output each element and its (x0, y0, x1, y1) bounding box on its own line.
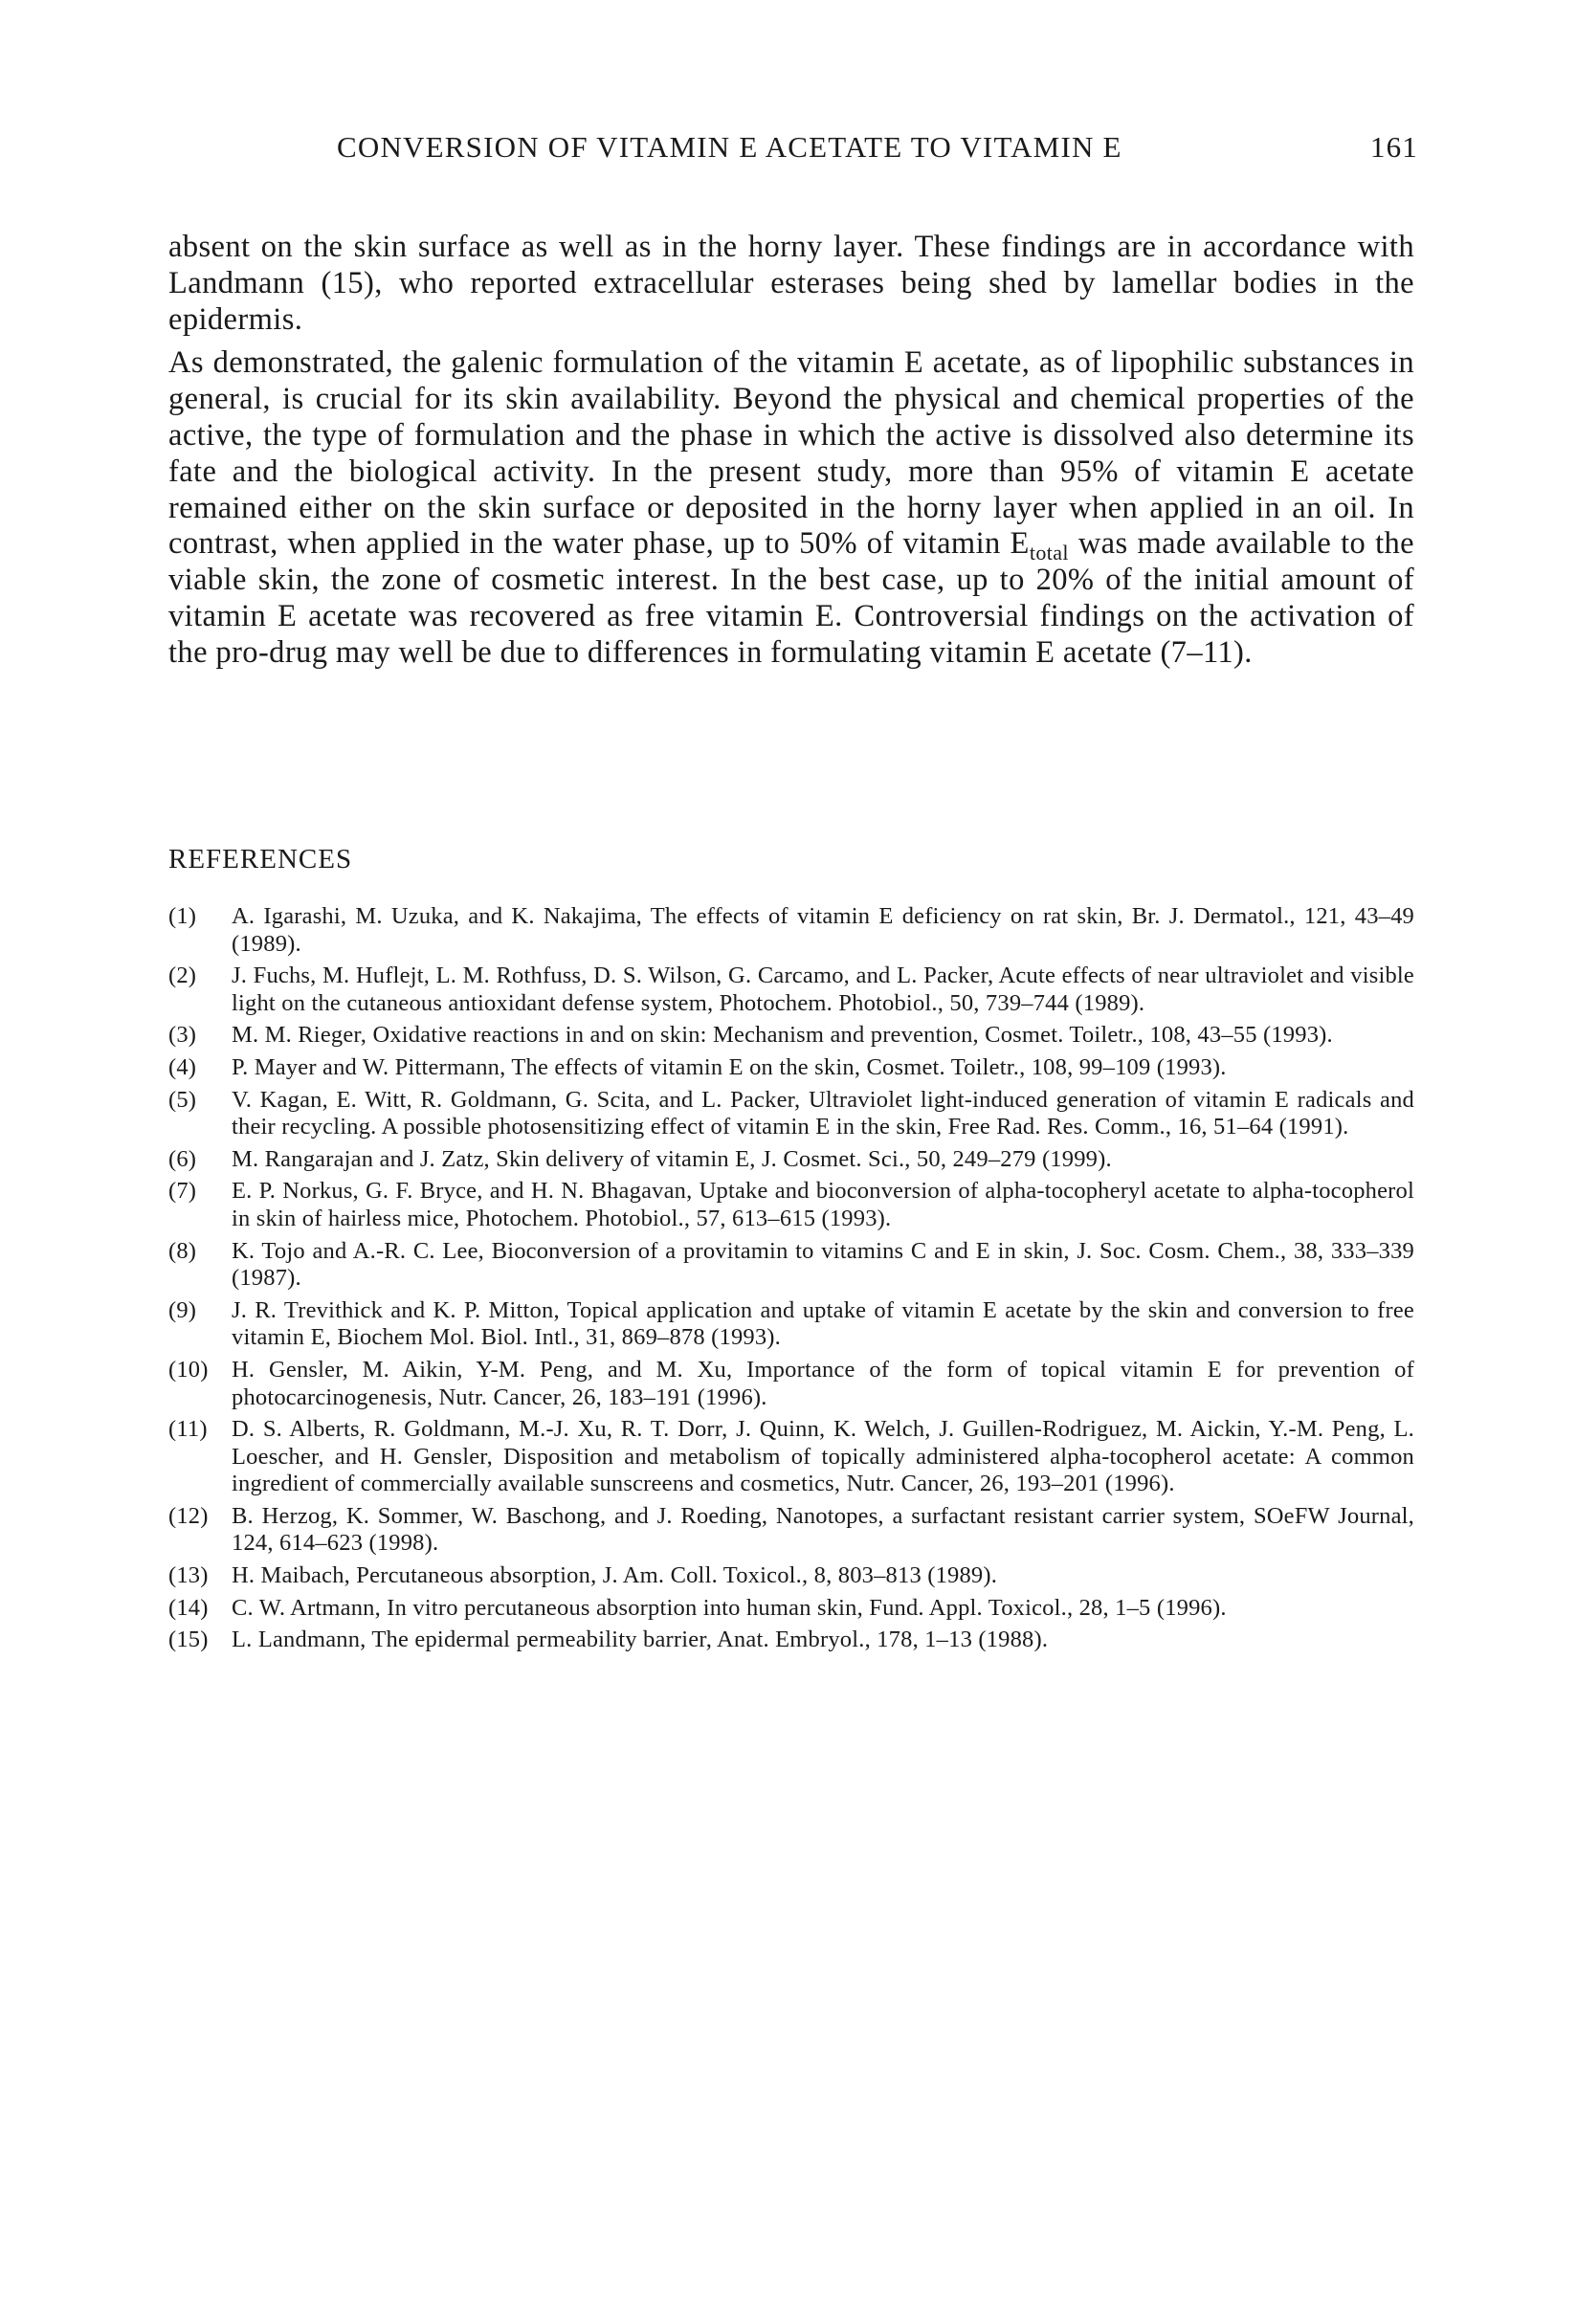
reference-text: D. S. Alberts, R. Goldmann, M.-J. Xu, R. T. Dorr, J. Quinn, K. Welch, J. Guillen-Rodriguez, M. Aickin, Y.-M. Peng, L. Loescher, and H. Gensler, Disposition and metabolism of topically administered alpha-tocopherol acetate: A common ingredient of commercially available sunscreens and cosmetics, Nutr. Cancer, 26, 193–201 (1996). (232, 1416, 1414, 1497)
reference-item (168, 1054, 1414, 1082)
paragraph-2-part-1: As demonstrated, the galenic formulation of the vitamin E acetate, as of lipophilic substances in general, is crucial for its skin availability. Beyond the physical and chemical properties of the active, the type of formulation and the phase in which the active is dissolved also determine its fate and the biological activity. In the present study, more than 95% of vitamin E acetate remained either on the skin surface or deposited in the horny layer when applied in an oil. In contrast, when applied in the water phase, up to 50% of vitamin E (168, 345, 1414, 562)
paragraph-1: absent on the skin surface as well as in the horny layer. These findings are in accordance with Landmann (15), who reported extracellular esterases being shed by lamellar bodies in the epidermis. (168, 230, 1414, 337)
reference-text: M. Rangarajan and J. Zatz, Skin delivery of vitamin E, J. Cosmet. Sci., 50, 249–279 (1999). (232, 1145, 1112, 1172)
reference-text: H. Gensler, M. Aikin, Y-M. Peng, and M. Xu, Importance of the form of topical vitamin E for prevention of photocarcinogenesis, Nutr. Cancer, 26, 183–191 (1996). (232, 1356, 1414, 1410)
reference-text: H. Maibach, Percutaneous absorption, J. Am. Coll. Toxicol., 8, 803–813 (1989). (232, 1562, 998, 1589)
reference-item (168, 1627, 1414, 1654)
paragraph-2-part-2: was made available to the viable skin, the zone of cosmetic interest. In the best case, up to 20% of the initial amount of vitamin E acetate was recovered as free vitamin E. Controversial findings on the activation of the pro-drug may well be due to differences in formulating vitamin E acetate (7–11). (168, 526, 1414, 670)
subscript-total: total (1029, 541, 1069, 565)
running-title: CONVERSION OF VITAMIN E ACETATE TO VITAMIN E (337, 130, 1122, 164)
reference-number: (15) (168, 1627, 209, 1653)
reference-text: C. W. Artmann, In vitro percutaneous absorption into human skin, Fund. Appl. Toxicol., 28, 1–5 (1996). (232, 1594, 1227, 1621)
reference-text: A. Igarashi, M. Uzuka, and K. Nakajima, The effects of vitamin E deficiency on rat skin, Br. J. Dermatol., 121, 43–49 (1989). (232, 903, 1414, 957)
reference-number: (7) (168, 1178, 197, 1205)
body-text (168, 230, 1414, 672)
reference-number: (5) (168, 1086, 197, 1113)
reference-number: (1) (168, 903, 197, 929)
reference-item (168, 1238, 1414, 1293)
references-heading: REFERENCES (168, 844, 353, 874)
reference-item (168, 963, 1414, 1017)
running-head (337, 130, 1418, 168)
reference-number: (14) (168, 1594, 209, 1621)
reference-number: (4) (168, 1053, 197, 1080)
reference-item (168, 1595, 1414, 1623)
reference-item (168, 1146, 1414, 1174)
reference-text: J. Fuchs, M. Huflejt, L. M. Rothfuss, D. S. Wilson, G. Carcamo, and L. Packer, Acute effects of near ultraviolet and visible light on the cutaneous antioxidant defense system, Photochem. Photobiol., 50, 739–744 (1989). (232, 963, 1414, 1016)
reference-number: (2) (168, 963, 197, 989)
reference-text: M. M. Rieger, Oxidative reactions in and on skin: Mechanism and prevention, Cosmet. Toiletr., 108, 43–55 (1993). (232, 1022, 1333, 1049)
reference-item (168, 1416, 1414, 1498)
reference-number: (13) (168, 1562, 209, 1589)
reference-number: (10) (168, 1356, 209, 1383)
reference-item (168, 1022, 1414, 1050)
reference-item (168, 1178, 1414, 1232)
reference-item (168, 1087, 1414, 1141)
reference-text: E. P. Norkus, G. F. Bryce, and H. N. Bhagavan, Uptake and bioconversion of alpha-tocopheryl acetate to alpha-tocopherol in skin of hairless mice, Photochem. Photobiol., 57, 613–615 (1993). (232, 1178, 1414, 1231)
paragraph-2 (168, 345, 1414, 671)
reference-item (168, 1357, 1414, 1411)
reference-item (168, 1503, 1414, 1558)
reference-number: (11) (168, 1416, 208, 1443)
reference-text: P. Mayer and W. Pittermann, The effects of vitamin E on the skin, Cosmet. Toiletr., 108, 99–109 (1993). (232, 1053, 1227, 1080)
page-number: 161 (1369, 130, 1418, 164)
reference-text: K. Tojo and A.-R. C. Lee, Bioconversion of a provitamin to vitamins C and E in skin, J. Soc. Cosm. Chem., 38, 333–339 (1987). (232, 1237, 1414, 1292)
references-list (168, 903, 1414, 1659)
reference-number: (6) (168, 1145, 197, 1172)
reference-item (168, 1562, 1414, 1590)
reference-number: (12) (168, 1502, 209, 1529)
reference-number: (8) (168, 1237, 197, 1264)
reference-text: J. R. Trevithick and K. P. Mitton, Topical application and uptake of vitamin E acetate by the skin and conversion to free vitamin E, Biochem Mol. Biol. Intl., 31, 869–878 (1993). (232, 1296, 1414, 1351)
reference-text: L. Landmann, The epidermal permeability barrier, Anat. Embryol., 178, 1–13 (1988). (232, 1627, 1049, 1653)
reference-item (168, 1297, 1414, 1352)
reference-number: (9) (168, 1296, 197, 1323)
reference-number: (3) (168, 1022, 197, 1049)
reference-text: V. Kagan, E. Witt, R. Goldmann, G. Scita, and L. Packer, Ultraviolet light-induced generation of vitamin E radicals and their recycling. A possible photosensitizing effect of vitamin E in the skin, Free Rad. Res. Comm., 16, 51–64 (1991). (232, 1086, 1414, 1140)
reference-item (168, 903, 1414, 958)
reference-text: B. Herzog, K. Sommer, W. Baschong, and J. Roeding, Nanotopes, a surfactant resistant carrier system, SOeFW Journal, 124, 614–623 (1998). (232, 1502, 1414, 1557)
